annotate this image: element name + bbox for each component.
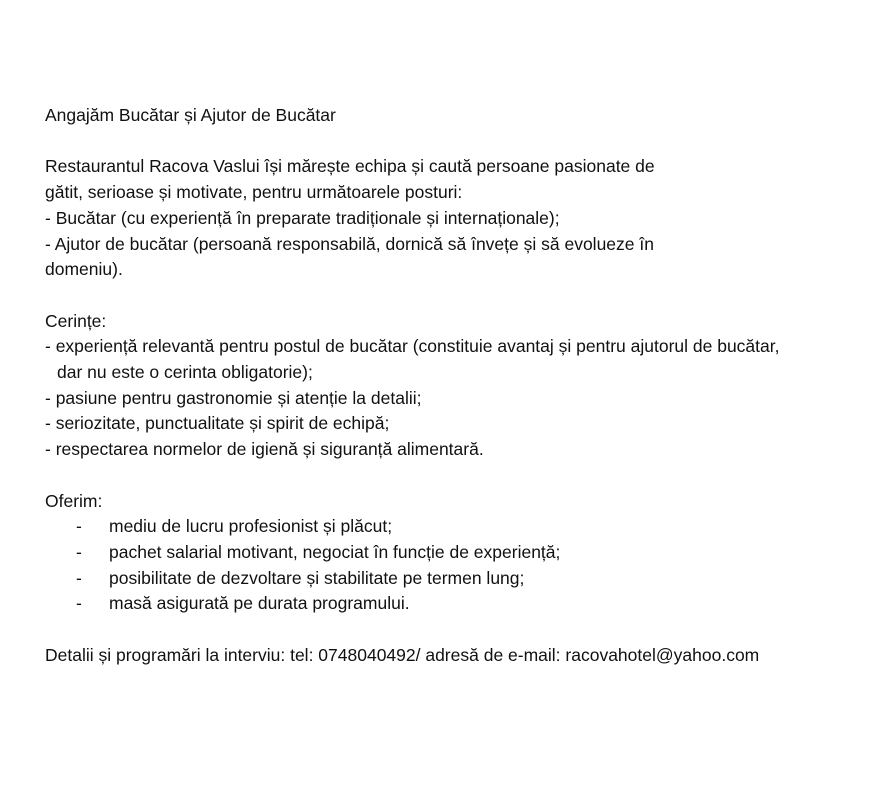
requirement-line: - experiență relevantă pentru postul de bucătar (constituie avantaj și pentru ajutorul de bucătar, (45, 336, 780, 357)
spacer (45, 129, 875, 155)
intro-line: - Bucătar (cu experiență în preparate tradiționale și internaționale); (45, 207, 560, 228)
intro-line: - Ajutor de bucătar (persoană responsabilă, dornică să învețe și să evolueze în (45, 233, 654, 254)
offer-list (45, 514, 875, 617)
intro-line: domeniu). (45, 259, 123, 280)
bullet-dash: - (76, 541, 82, 562)
bullet-dash: - (76, 516, 82, 537)
intro-line: Restaurantul Racova Vaslui își mărește echipa și caută persoane pasionate de (45, 156, 655, 177)
job-posting-document (45, 103, 875, 668)
requirements-heading: Cerințe: (45, 310, 107, 331)
offer-item-text: posibilitate de dezvoltare și stabilitate pe termen lung; (109, 567, 525, 588)
spacer (45, 463, 875, 489)
offer-item (45, 591, 875, 617)
bullet-dash: - (76, 567, 82, 588)
spacer (45, 283, 875, 309)
offer-item (45, 566, 875, 592)
spacer (45, 617, 875, 643)
offer-item-text: pachet salarial motivant, negociat în funcție de experiență; (109, 541, 561, 562)
contact-line: Detalii și programări la interviu: tel: 0748040492/ adresă de e-mail: racovahotel@yahoo.com (45, 644, 760, 665)
requirement-line: - respectarea normelor de igienă și siguranță alimentară. (45, 439, 484, 460)
bullet-dash: - (76, 593, 82, 614)
posting-title: Angajăm Bucătar și Ajutor de Bucătar (45, 105, 336, 125)
requirement-line: - seriozitate, punctualitate și spirit de echipă; (45, 413, 390, 434)
intro-line: gătit, serioase și motivate, pentru următoarele posturi: (45, 182, 463, 203)
offer-item (45, 514, 875, 540)
requirement-line: - pasiune pentru gastronomie și atenție la detalii; (45, 387, 422, 408)
offer-item (45, 540, 875, 566)
offer-heading: Oferim: (45, 490, 103, 511)
requirement-line: dar nu este o cerinta obligatorie); (57, 362, 313, 382)
offer-item-text: masă asigurată pe durata programului. (109, 593, 410, 614)
offer-item-text: mediu de lucru profesionist și plăcut; (109, 516, 393, 537)
